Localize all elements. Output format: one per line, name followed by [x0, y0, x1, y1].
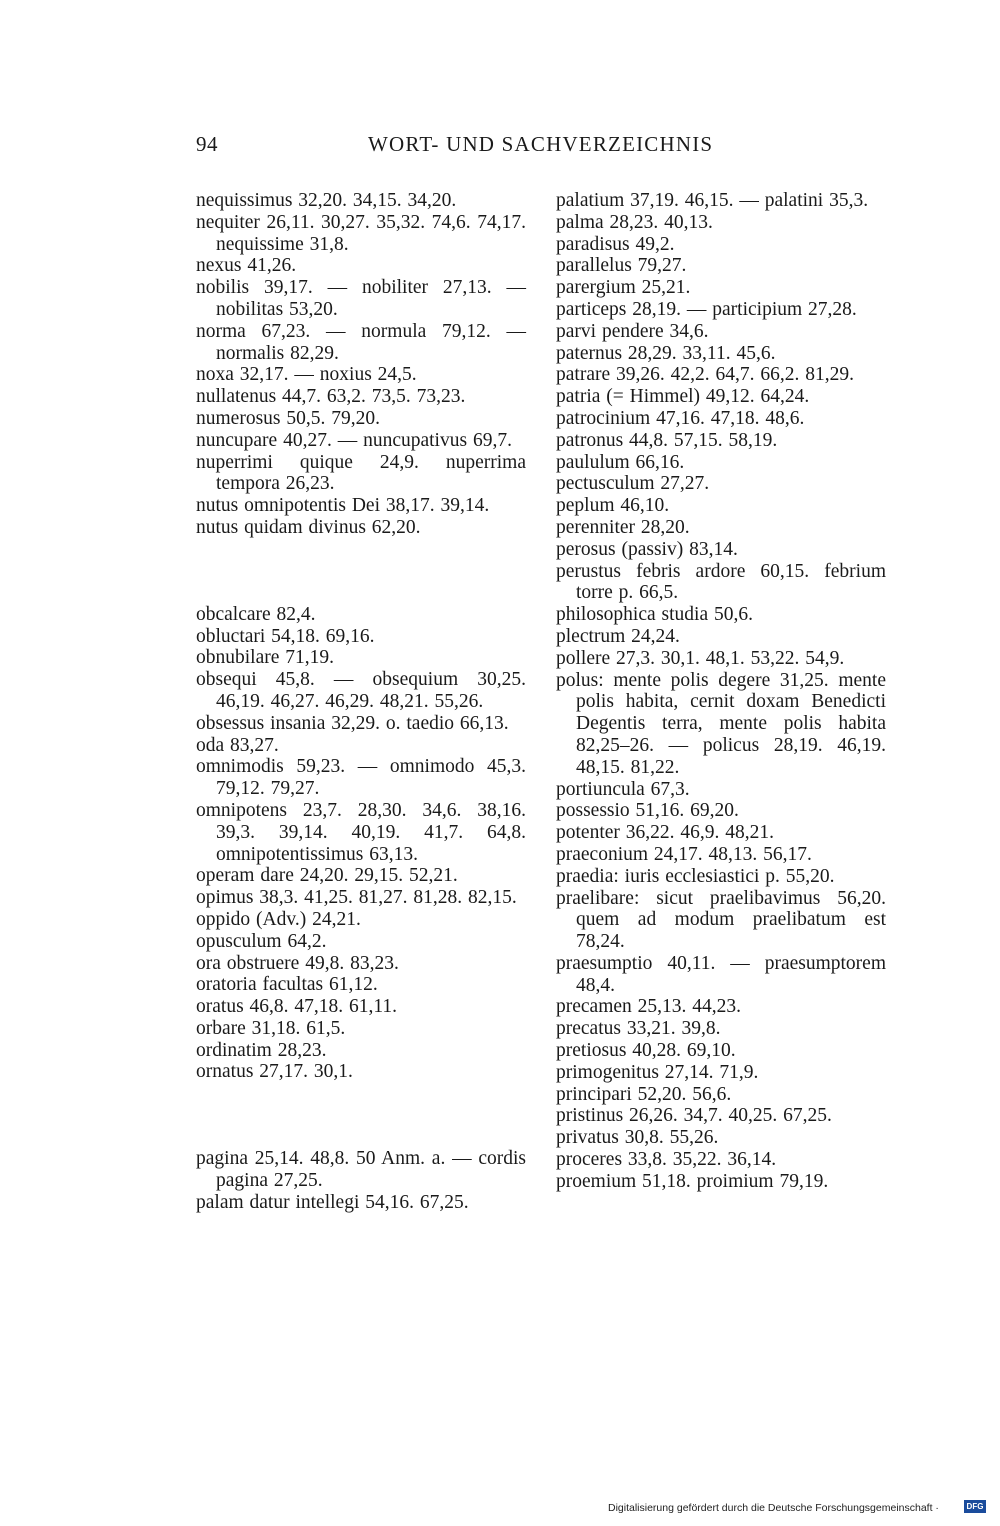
index-entry: norma 67,23. — normula 79,12. — normalis 82,29.: [196, 320, 526, 364]
index-entry: parergium 25,21.: [556, 277, 691, 299]
index-entry: orbare 31,18. 61,5.: [196, 1017, 346, 1039]
index-entry: nexus 41,26.: [196, 255, 297, 277]
index-entry: nobilis 39,17. — nobiliter 27,13. — nobilitas 53,20.: [196, 277, 526, 320]
index-entry: pollere 27,3. 30,1. 48,1. 53,22. 54,9.: [556, 647, 845, 669]
index-entry: oratoria facultas 61,12.: [196, 974, 378, 996]
index-entry: proemium 51,18. proimium 79,19.: [556, 1170, 829, 1192]
digitization-credit: Digitalisierung gefördert durch die Deutsche Forschungsgemeinschaft ·: [608, 1502, 939, 1514]
section-gap: [196, 539, 526, 604]
index-entry: ordinatim 28,23.: [196, 1039, 327, 1061]
index-entry: parallelus 79,27.: [556, 255, 687, 277]
index-column-left: [196, 190, 526, 1214]
index-entry: opusculum 64,2.: [196, 930, 327, 952]
index-entry: nequiter 26,11. 30,27. 35,32. 74,6. 74,17. nequissime 31,8.: [196, 211, 526, 255]
dfg-logo: DFG: [964, 1500, 986, 1513]
index-entry: perosus (passiv) 83,14.: [556, 538, 738, 560]
index-entry: privatus 30,8. 55,26.: [556, 1127, 719, 1149]
index-entry: philosophica studia 50,6.: [556, 604, 753, 626]
index-entry: obnubilare 71,19.: [196, 647, 335, 669]
index-entry: palma 28,23. 40,13.: [556, 211, 713, 233]
index-entry: paululum 66,16.: [556, 451, 685, 473]
index-entry: plectrum 24,24.: [556, 625, 680, 647]
index-entry: obsequi 45,8. — obsequium 30,25. 46,19. 46,27. 46,29. 48,21. 55,26.: [196, 669, 526, 712]
index-entry: palatium 37,19. 46,15. — palatini 35,3.: [556, 190, 869, 211]
section-gap: [196, 1083, 526, 1148]
index-entry: nuperrimi quique 24,9. nuperrima tempora 26,23.: [196, 451, 526, 495]
index-entry: nequissimus 32,20. 34,15. 34,20.: [196, 190, 457, 211]
index-entry: precamen 25,13. 44,23.: [556, 996, 742, 1018]
index-entry: principari 52,20. 56,6.: [556, 1083, 732, 1105]
index-entry: potenter 36,22. 46,9. 48,21.: [556, 822, 775, 844]
index-entry: ornatus 27,17. 30,1.: [196, 1061, 353, 1083]
index-entry: perenniter 28,20.: [556, 516, 690, 538]
index-entry: patrocinium 47,16. 47,18. 48,6.: [556, 407, 805, 429]
index-entry: pretiosus 40,28. 69,10.: [556, 1040, 736, 1062]
index-entry: patria (= Himmel) 49,12. 64,24.: [556, 386, 810, 408]
index-column-right: [556, 190, 886, 1193]
index-entry: oratus 46,8. 47,18. 61,11.: [196, 996, 398, 1018]
index-entry: nuncupare 40,27. — nuncupativus 69,7.: [196, 429, 512, 451]
index-entry: omnimodis 59,23. — omnimodo 45,3. 79,12. 79,27.: [196, 756, 526, 800]
index-entry: parvi pendere 34,6.: [556, 320, 709, 342]
index-entry: oppido (Adv.) 24,21.: [196, 908, 361, 930]
index-entry: opimus 38,3. 41,25. 81,27. 81,28. 82,15.: [196, 887, 517, 909]
index-entry: pagina 25,14. 48,8. 50 Anm. a. — cordis pagina 27,25.: [196, 1148, 526, 1192]
index-entry: noxa 32,17. — noxius 24,5.: [196, 364, 417, 386]
page-number: 94: [196, 132, 218, 156]
index-entry: patrare 39,26. 42,2. 64,7. 66,2. 81,29.: [556, 364, 854, 386]
index-entry: operam dare 24,20. 29,15. 52,21.: [196, 865, 458, 887]
index-entry: praeconium 24,17. 48,13. 56,17.: [556, 843, 812, 865]
index-entry: polus: mente polis degere 31,25. mente polis habita, cernit doxam Benedicti Degentis terra, mente polis habita 82,25–26. — policus 28,19. 46,19. 48,15. 81,22.: [556, 669, 886, 778]
index-entry: primogenitus 27,14. 71,9.: [556, 1061, 759, 1083]
index-entry: perustus febris ardore 60,15. febrium torre p. 66,5.: [556, 560, 886, 604]
index-entry: patronus 44,8. 57,15. 58,19.: [556, 429, 778, 451]
index-entry: paradisus 49,2.: [556, 233, 675, 255]
index-entry: nutus quidam divinus 62,20.: [196, 516, 421, 538]
index-entry: nullatenus 44,7. 63,2. 73,5. 73,23.: [196, 386, 466, 408]
index-entry: proceres 33,8. 35,22. 36,14.: [556, 1149, 777, 1171]
index-entry: praelibare: sicut praelibavimus 56,20. quem ad modum praelibatum est 78,24.: [556, 887, 886, 953]
index-entry: omnipotens 23,7. 28,30. 34,6. 38,16. 39,3. 39,14. 40,19. 41,7. 64,8. omnipotentissimus 63,13.: [196, 799, 526, 865]
index-entry: palam datur intellegi 54,16. 67,25.: [196, 1191, 469, 1213]
index-entry: obcalcare 82,4.: [196, 603, 316, 625]
index-entry: nutus omnipotentis Dei 38,17. 39,14.: [196, 495, 490, 517]
index-entry: ora obstruere 49,8. 83,23.: [196, 952, 399, 974]
index-entry: paternus 28,29. 33,11. 45,6.: [556, 342, 776, 364]
index-entry: obluctari 54,18. 69,16.: [196, 625, 375, 647]
index-entry: praedia: iuris ecclesiastici p. 55,20.: [556, 865, 835, 887]
index-entry: oda 83,27.: [196, 734, 279, 756]
index-entry: possessio 51,16. 69,20.: [556, 800, 739, 822]
index-entry: numerosus 50,5. 79,20.: [196, 407, 380, 429]
index-entry: peplum 46,10.: [556, 495, 670, 517]
index-entry: pectusculum 27,27.: [556, 473, 710, 495]
running-head: WORT- UND SACHVERZEICHNIS: [368, 132, 714, 156]
index-entry: precatus 33,21. 39,8.: [556, 1018, 721, 1040]
index-entry: particeps 28,19. — participium 27,28.: [556, 298, 857, 320]
index-entry: pristinus 26,26. 34,7. 40,25. 67,25.: [556, 1105, 832, 1127]
index-entry: obsessus insania 32,29. o. taedio 66,13.: [196, 712, 509, 734]
index-entry: portiuncula 67,3.: [556, 778, 690, 800]
index-entry: praesumptio 40,11. — praesumptorem 48,4.: [556, 952, 886, 996]
